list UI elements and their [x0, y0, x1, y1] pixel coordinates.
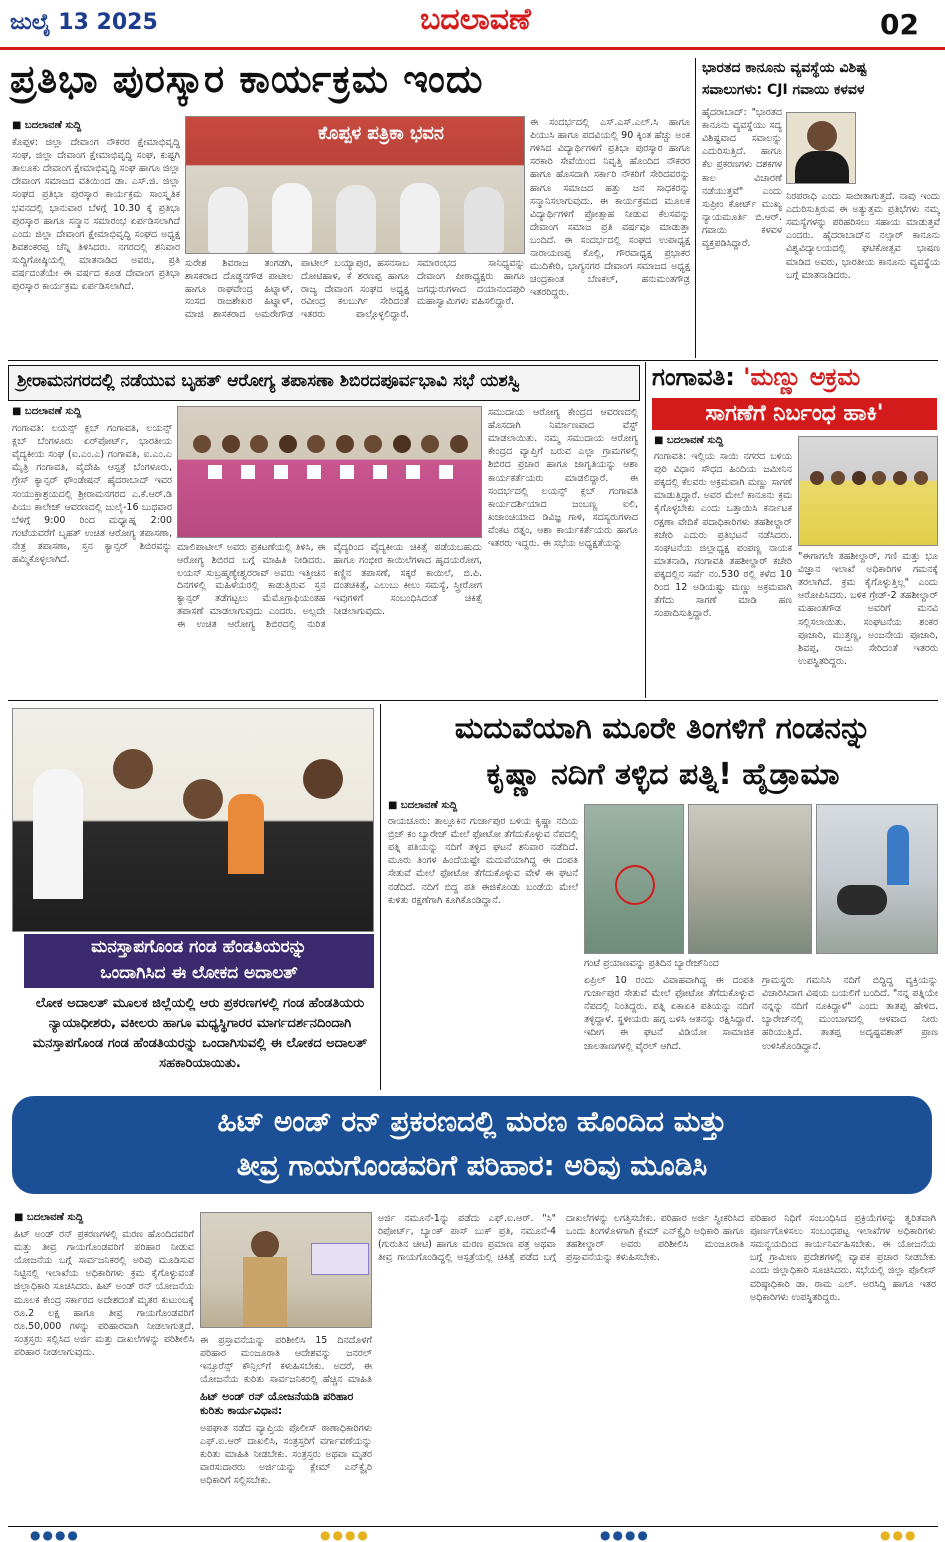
river-photo-2 [688, 804, 812, 954]
article4-headline-line1: 'ಮಣ್ಣು ಅಕ್ರಮ [743, 363, 861, 391]
article2-headline-line1: ಭಾರತದ ಕಾನೂನು ವ್ಯವಸ್ಥೆಯ ವಿಶಿಷ್ಟ [702, 60, 867, 76]
article3-health-camp-photo [177, 406, 482, 538]
article5-overlay-line2: ಒಂದಾಗಿಸಿದ ಈ ಲೋಕದ ಅದಾಲತ್ [100, 963, 298, 983]
article6-headline-line1: ಮದುವೆಯಾಗಿ ಮೂರೇ ತಿಂಗಳಿಗೆ ಗಂಡನನ್ನು [454, 711, 872, 746]
article1-byline: ■ ಬದಲಾವಣೆ ಸುದ್ದಿ [12, 120, 82, 131]
article1-photo-caption: ಸುರೇಶ ಶಿವರಾಜ ತಂಗಡಗಿ, ಶಾಸಕರಾದ ದೊಡ್ಡನಗೌಡ ಪಾಟೀಲ ಹಾಗೂ ರಾಘವೇಂದ್ರ ಹಿಟ್ನಾಳ್, ಸಂಸದ ರಾಜಶೇಖರ ಹಿಟ್ನಾಳ್, ಮಾಜಿ ಶಾಸಕರಾದ ಅಮರೇಗೌಡ ಪಾಟೀಲ್ ಬಯ್ಯಾಪುರ, ಹಸನಸಾಬ ದೋಟಿಹಾಳ, ಕೆ ಶರಣಪ್ಪ ಹಾಗೂ ರಾಜ್ಯ ದೇವಾಂಗ ಸಂಘದ ಅಧ್ಯಕ್ಷ ರವೀಂದ್ರ ಕಲಬುರ್ಗಿ ಸೇರಿದಂತೆ ಇತರರು ಪಾಲ್ಗೊಳ್ಳಲಿದ್ದಾರೆ. ಸಮಾರಂಭದ ಸಾನಿಧ್ಯವನ್ನು ದೇವಾಂಗ ಪೀಠಾಧ್ಯಕ್ಷರು ಹಾಗೂ ಜಗದ್ಗುರುಗಳಾದ ದಯಾನಂದಪುರಿ ಮಹಾಸ್ವಾಮಿಗಳು ವಹಿಸಲಿದ್ದಾರೆ. [185, 258, 525, 321]
footer-dots-left: ●●●● [30, 1528, 80, 1542]
article4-body-col2: "ಈಗಾಗಲೇ ತಹಶೀಲ್ದಾರ್, ಗಣಿ ಮತ್ತು ಭೂ ವಿಜ್ಞಾನ ಇಲಾಖೆ ಅಧಿಕಾರಿಗಳ ಗಮನಕ್ಕೆ ತರಲಾಗಿದೆ. ಕ್ರಮ ಕೈಗೊಳ್ಳುತ್ತಿಲ್ಲ" ಎಂದು ಆರೋಪಿಸಿದರು. ಬಳಿಕ ಗ್ರೇಡ್-2 ತಹಶೀಲ್ದಾರ್ ಮಹಾಂತಗೌಡ ಅವರಿಗೆ ಮನವಿ ಸಲ್ಲಿಸಲಾಯಿತು. ಸಂಘಟನೆಯ ಶಂಕರ ಪೂಜಾರಿ, ಮುತ್ತಣ್ಣ, ಅಂಜನೇಯ ಪೂಜಾರಿ, ಶಿವಪ್ಪ, ರಾಜು ಸೇರಿದಂತೆ ಇತರರು ಉಪಸ್ಥಿತರಿದ್ದರು. [798, 551, 938, 667]
article7-subhead: ಹಿಟ್ ಅಂಡ್ ರನ್ ಯೋಜನೆಯಡಿ ಪರಿಹಾರ ಕುರಿತು ಕಾರ್ಯವಿಧಾನ: [200, 1390, 354, 1418]
river-photo-3 [816, 804, 938, 954]
article2-body-col2a [860, 106, 940, 196]
article5-overlay-line1: ಮನಸ್ತಾಪಗೊಂಡ ಗಂಡ ಹೆಂಡತಿಯರನ್ನು [91, 937, 307, 957]
article3-caption: ಮಾಲಿಪಾಟೀಲ್ ಅವರು ಪ್ರಕಟಣೆಯಲ್ಲಿ ತಿಳಿಸಿ, ಈ ಆರೋಗ್ಯ ಶಿಬಿರದ ಬಗ್ಗೆ ಮಾಹಿತಿ ನೀಡಿದರು. ಲಯನ್ ಸುಬ್ರಹ್ಮಣ್ಯೇಶ್ವರರಾವ್ ಅವರು ಇತ್ತೀಚಿನ ದಿನಗಳಲ್ಲಿ ಮಹಿಳೆಯರಲ್ಲಿ ಕಾಡುತ್ತಿರುವ ಸ್ತನ ಕ್ಯಾನ್ಸರ್ ತಡೆಗಟ್ಟಲು ಮೆಮೊಗ್ರಾಫಿಯಂತಹ ತಪಾಸಣೆ ಮಾಡಲಾಗುವುದು ಎಂದರು. ಅಲ್ಲದೇ ಈ ಉಚಿತ ಆರೋಗ್ಯ ಶಿಬಿರದಲ್ಲಿ ನುರಿತ ವೈದ್ಯರಿಂದ ವೈದ್ಯಕೀಯ ಚಿಕಿತ್ಸೆ ಪಡೆಯಬಹುದು ಹಾಗೂ ಗಂಭೀರ ಕಾಯಿಲೆಗಳಾದ ಹೃದಯರೋಗ, ಕಣ್ಣಿನ ತಪಾಸಣೆ, ಸಕ್ಕರೆ ಕಾಯಿಲೆ, ಬಿ.ಪಿ. ದಂತಚಿಕಿತ್ಸೆ, ಎಲುಬು ಕೀಲು ಸಮಸ್ಯೆ, ಸ್ತ್ರೀರೋಗ ಇವುಗಳಿಗೆ ಸಂಬಂಧಿಸಿದಂತೆ ಚಿಕಿತ್ಸೆ ನೀಡಲಾಗುವುದು. [177, 542, 482, 630]
article4-headline-banner [652, 398, 937, 430]
section-rule [8, 700, 938, 701]
cji-portrait-photo [786, 112, 856, 184]
article4-body-col1: ಗಂಗಾವತಿ: ಇಲ್ಲಿಯ ಸಾಯಿ ನಗರದ ಬಳಿಯ ಪುರಿ ವಿಧಾನ ಸೌಧದ ಹಿಂದಿಯ ಜಮೀನಿನ ಪಕ್ಕದಲ್ಲಿ ಕೆಲವರು ಅಕ್ರಮವಾಗಿ ಮಣ್ಣು ಸಾಗಣೆ ಮಾಡುತ್ತಿದ್ದಾರೆ. ಅವರ ಮೇಲೆ ಕಾನೂನು ಕ್ರಮ ಕೈಗೊಳ್ಳಬೇಕು ಎಂದು ಒತ್ತಾಯಿಸಿ ಕರ್ನಾಟಕ ರಕ್ಷಣಾ ವೇದಿಕೆ ಪದಾಧಿಕಾರಿಗಳು ತಹಶೀಲ್ದಾರ್ ಕಚೇರಿ ಎದುರು ಪ್ರತಿಭಟನೆ ನಡೆಸಿದರು. ಸಂಘಟನೆಯ ಜಿಲ್ಲಾಧ್ಯಕ್ಷ ಪಂಪಣ್ಣ ನಾಯಕ ಮಾತನಾಡಿ, ಗಂಗಾವತಿ ತಹಶೀಲ್ದಾರ್ ಕಚೇರಿ ಪಕ್ಕದಲ್ಲಿನ ಸರ್ವೆ ನಂ.530 ರಲ್ಲಿ ಕಳೆದ 10 ರಿಂದ 12 ಅಡಿಯಷ್ಟು ಮಣ್ಣು ಅಕ್ರಮವಾಗಿ ತೆಗೆದು ಸಾಗಣೆ ಮಾಡಿ ಹಣ ಸಂಪಾದಿಸುತ್ತಿದ್ದಾರೆ. [654, 451, 792, 620]
article1-press-meet-photo [185, 116, 525, 254]
footer-dots-mid2: ●●●● [600, 1528, 650, 1542]
article1-body-col4: ಈ ಸಂದರ್ಭದಲ್ಲಿ ಎಸ್.ಎಸ್.ಎಲ್.ಸಿ ಹಾಗೂ ಪಿಯುಸಿ ಹಾಗೂ ಪದವಿಯಲ್ಲಿ 90 ಕ್ಕಿಂತ ಹೆಚ್ಚು ಅಂಕ ಗಳಿಸಿದ ವಿದ್ಯಾರ್ಥಿಗಳಿಗೆ ಪ್ರತಿಭಾ ಪುರಸ್ಕಾರ ಹಾಗೂ ಸರಕಾರಿ ಸೇವೆಯಿಂದ ನಿವೃತ್ತಿ ಹೊಂದಿದ ನೌಕರರ ಹಾಗೂ ಹೊಸದಾಗಿ ಸರ್ಕಾರಿ ನೌಕರಿಗೆ ಸೇರಿದವರನ್ನು ಹಾಗೂ ಸಮಾಜದ ಹತ್ತು ಜನ ಸಾಧಕರನ್ನು ಸನ್ಮಾನಿಸಲಾಗುವುದು. ಈ ಕಾರ್ಯಕ್ರಮದ ಮೂಲಕ ವಿದ್ಯಾರ್ಥಿಗಳಿಗೆ ಪ್ರೋತ್ಸಾಹ ನೀಡುವ ಕೆಲಸವನ್ನು ದೇವಾಂಗ ಸಮಾಜ ಪ್ರತಿ ವರ್ಷವೂ ಮಾಡುತ್ತಾ ಬಂದಿದೆ. ಈ ಸಂದರ್ಭದಲ್ಲಿ ಸಂಘದ ಉಪಾಧ್ಯಕ್ಷ ನಾರಾಯಣಪ್ಪ ಕೊಲ್ಲಿ, ಗೌರವಾಧ್ಯಕ್ಷ ಪ್ರಭಾಕರ ಮುದಿಕೇರಿ, ಭಾಗ್ಯನಗರ ದೇವಾಂಗ ಸಮಾಜದ ಅಧ್ಯಕ್ಷ ಚಂದ್ರಕಾಂತ ಬೆಣಕಲ್, ಹನುಮಂತಗೌಡ್ರ ಇತರರಿದ್ದರು. [530, 117, 690, 299]
photo-banner-text: ಕೊಪ್ಪಳ ಪತ್ರಿಕಾ ಭವನ [318, 123, 444, 144]
article3-headline: ಶ್ರೀರಾಮನಗರದಲ್ಲಿ ನಡೆಯುವ ಬೃಹತ್ ಆರೋಗ್ಯ ತಪಾಸಣಾ ಶಿಬಿರದಪೂರ್ವಭಾವಿ ಸಭೆ ಯಶಸ್ವಿ [17, 371, 520, 391]
article7-headline-banner [12, 1096, 932, 1194]
article3-body-col4: ಸಮುದಾಯ ಆರೋಗ್ಯ ಕೇಂದ್ರದ ಆವರಣದಲ್ಲಿ ಹೊಸದಾಗಿ ನಿರ್ಮಾಣವಾದ ವೆಸ್ಟ್ ಮಾಡಲಾಯಿತು. ನಮ್ಮ ಸಮುದಾಯ ಆರೋಗ್ಯ ಕೇಂದ್ರದ ವ್ಯಾಪ್ತಿಗೆ ಬರುವ ಎಲ್ಲಾ ಗ್ರಾಮಗಳಲ್ಲಿ ಶಿಬಿರದ ಪ್ರಚಾರ ಹಾಗೂ ಜಾಗೃತಿಯನ್ನು ಆಶಾ ಕಾರ್ಯಕರ್ತೆಯರು ಮಾಡಲಿದ್ದಾರೆ. ಈ ಸಂದರ್ಭದಲ್ಲಿ ಲಯನ್ಸ್ ಕ್ಲಬ್ ಗಂಗಾವತಿ ಕಾರ್ಯದರ್ಶಿಯಾದ ಜಂಬಣ್ಣ ಐಲಿ, ಖಜಾಂಚಿಯಾದ ಡಿವಿಜ್ಞ ಗಾಳಿ, ಸದಸ್ಯರುಗಳಾದ ವೆಂಕಟ ರತ್ನಂ, ಆಶಾ ಕಾರ್ಯಕರ್ತೆಯರು ಹಾಗೂ ಇತರರು ಇದ್ದರು. ಈ ಸಭೆಯ ಅಧ್ಯಕ್ಷತೆಯನ್ನು [488, 407, 638, 550]
article7-body-col4: ಪರಿಹಾರ ನಿಧಿಗೆ ಸಂಬಂಧಿಸಿದ ಪ್ರಕ್ರಿಯೆಗಳನ್ನು ತ್ವರಿತವಾಗಿ ಪೂರ್ಣಗೊಳಿಸಲು ಸಂಬಂಧಪಟ್ಟ ಇಲಾಖೆಗಳ ಅಧಿಕಾರಿಗಳು ಸಮನ್ವಯದಿಂದ ಕಾರ್ಯನಿರ್ವಹಿಸಬೇಕು. ಈ ಯೋಜನೆಯ ಬಗ್ಗೆ ಗ್ರಾಮೀಣ ಪ್ರದೇಶಗಳಲ್ಲಿ ವ್ಯಾಪಕ ಪ್ರಚಾರ ನೀಡಬೇಕು ಎಂದು ಜಿಲ್ಲಾಧಿಕಾರಿ ಸೂಚಿಸಿದರು. ಸಭೆಯಲ್ಲಿ ಜಿಲ್ಲಾ ಪೊಲೀಸ್ ವರಿಷ್ಠಾಧಿಕಾರಿ ಡಾ. ರಾಮ ಎಲ್. ಅರಸಿದ್ಧಿ ಹಾಗೂ ಇತರ ಅಧಿಕಾರಿಗಳು ಉಪಸ್ಥಿತರಿದ್ದರು. [750, 1213, 936, 1303]
article4-kicker: ಗಂಗಾವತಿ: [652, 363, 735, 391]
article6-body-col1: ರಾಯಚೂರು: ತಾಲ್ಲೂಕಿನ ಗುರ್ಜಾಪುರ ಬಳಿಯ ಕೃಷ್ಣಾ ನದಿಯ ಬ್ರಿಜ್ ಕಂ ಬ್ಯಾರೇಜ್ ಮೇಲೆ ಫೋಟೋ ತೆಗೆದುಕೊಳ್ಳುವ ನೆಪದಲ್ಲಿ ಪತ್ನಿ ಪತಿಯನ್ನು ನದಿಗೆ ತಳ್ಳಿದ ಘಟನೆ ಶನಿವಾರ ನಡೆದಿದೆ. ಮೂರು ತಿಂಗಳ ಹಿಂದೆಯಷ್ಟೇ ಮದುವೆಯಾಗಿದ್ದ ಈ ದಂಪತಿ ಸೇತುವೆ ಮೇಲೆ ಫೋಟೋ ತೆಗೆದುಕೊಳ್ಳುವ ವೇಳೆ ಈ ಘಟನೆ ನಡೆದಿದೆ. ನದಿಗೆ ಬಿದ್ದ ಪತಿ ಈಜಿಕೊಂಡು ಬಂಡೆಯ ಮೇಲೆ ಕುಳಿತು ರಕ್ಷಣೆಗಾಗಿ ಕೂಗಿಕೊಂಡಿದ್ದಾನೆ. [388, 816, 578, 906]
article7-headline-line2: ತೀವ್ರ ಗಾಯಗೊಂಡವರಿಗೆ ಪರಿಹಾರ: ಅರಿವು ಮೂಡಿಸಿ [236, 1149, 708, 1182]
article2-headline-line2: ಸವಾಲುಗಳು: CJI ಗವಾಯಿ ಕಳವಳ [702, 82, 865, 98]
article3-byline: ■ ಬದಲಾವಣೆ ಸುದ್ದಿ [12, 406, 82, 417]
column-divider [380, 704, 381, 1090]
article6-body-col2: ಏಪ್ರಿಲ್ 10 ರಂದು ವಿವಾಹವಾಗಿದ್ದ ಈ ದಂಪತಿ ಗುರ್ಜಾಪುರ ಸೇತುವೆ ಮೇಲೆ ಫೋಟೋ ತೆಗೆದುಕೊಳ್ಳುವ ನೆಪದಲ್ಲಿ ನಿಂತಿದ್ದರು. ಪತ್ನಿ ಏಕಾಏಕಿ ಪತಿಯನ್ನು ನದಿಗೆ ತಳ್ಳಿದ್ದಾಳೆ. ಸ್ಥಳೀಯರು ಹಗ್ಗ ಬಳಸಿ ಆತನನ್ನು ರಕ್ಷಿಸಿದ್ದಾರೆ. ಇದೀಗ ಈ ಘಟನೆ ವಿಡಿಯೋ ಸಾಮಾಜಿಕ ಜಾಲತಾಣಗಳಲ್ಲಿ ವೈರಲ್ ಆಗಿದೆ. [584, 975, 754, 1052]
page-number: 02 [880, 8, 919, 41]
article3-body-col1: ಗಂಗಾವತಿ: ಲಯನ್ಸ್ ಕ್ಲಬ್ ಗಂಗಾವತಿ, ಲಯನ್ಸ್ ಕ್ಲಬ್ ಬೆಂಗಳೂರು ಏರ್‌ಪೋರ್ಟ್, ಭಾರತೀಯ ವೈದ್ಯಕೀಯ ಸಂಘ (ಐ.ಎಂ.ಎ) ಗಂಗಾವತಿ, ಐ.ಎಂ.ಎ ಮೈತ್ರಿ ಗಂಗಾವತಿ, ವೈದೇಹಿ ಆಸ್ಪತ್ರೆ ಬೆಂಗಳೂರು, ಗ್ರೇಸ್ ಕ್ಯಾನ್ಸರ್ ಫೌಂಡೇಷನ್ ಹೈದರಾಬಾದ್ ಇವರ ಸಂಯುಕ್ತಾಶ್ರಯದಲ್ಲಿ ಶ್ರೀರಾಮನಗರದ ಎ.ಕೆ.ಆರ್.ಡಿ ಪಿಯು ಕಾಲೇಜ್ ಆವರಣದಲ್ಲಿ ಜುಲೈ-16 ಬುಧವಾರ ಬೆಳಿಗ್ಗೆ 9:00 ರಿಂದ ಮಧ್ಯಾಹ್ನ 2:00 ಗಂಟೆಯವರೆಗೆ ಬೃಹತ್ ಉಚಿತ ಆರೋಗ್ಯ ತಪಾಸಣಾ, ನೇತ್ರ ತಪಾಸಣಾ, ಸ್ತನ ಕ್ಯಾನ್ಸರ್ ಶಿಬಿರವನ್ನು ಹಮ್ಮಿಕೊಳ್ಳಲಾಗಿದೆ. [12, 423, 172, 566]
article7-byline: ■ ಬದಲಾವಣೆ ಸುದ್ದಿ [14, 1212, 84, 1223]
article3-headline-box [8, 365, 640, 401]
article7-headline-line1: ಹಿಟ್ ಅಂಡ್ ರನ್ ಪ್ರಕರಣದಲ್ಲಿ ಮರಣ ಹೊಂದಿದ ಮತ್ತು [217, 1105, 727, 1138]
article6-headline-line2: ಕೃಷ್ಣಾ ನದಿಗೆ ತಳ್ಳಿದ ಪತ್ನಿ! ಹೈಡ್ರಾಮಾ [486, 757, 840, 792]
article4-headline-row [652, 364, 942, 392]
article5-lok-adalat-photo [12, 708, 374, 932]
article2-body-col2: ನಿರಪರಾಧಿ ಎಂದು ಸಾಬೀತಾಗುತ್ತದೆ. ನಾವು ಇಂದು ಎದುರಿಸುತ್ತಿರುವ ಈ ಅತ್ಯುತ್ತಮ ಪ್ರತಿಭೆಗಳು ನಮ್ಮ ಸಮಸ್ಯೆಗಳನ್ನು ಪರಿಹರಿಸಲು ಸಹಾಯ ಮಾಡುತ್ತವೆ ಎಂದರು. ಹೈದರಾಬಾದ್‌ನ ನಲ್ಸಾರ್ ಕಾನೂನು ವಿಶ್ವವಿದ್ಯಾಲಯದಲ್ಲಿ ಘಟಿಕೋತ್ಸವ ಭಾಷಣ ಮಾಡಿದ ಅವರು, ಭಾರತೀಯ ಕಾನೂನು ವ್ಯವಸ್ಥೆಯ ಬಗ್ಗೆ ಮಾತನಾಡಿದರು. [786, 191, 940, 281]
article1-headline: ಪ್ರತಿಭಾ ಪುರಸ್ಕಾರ ಕಾರ್ಯಕ್ರಮ ಇಂದು [10, 57, 484, 101]
column-divider [695, 58, 696, 358]
article1-body-col1: ಕೊಪ್ಪಳ: ಜಿಲ್ಲಾ ದೇವಾಂಗ ನೌಕರರ ಕ್ಷೇಮಾಭಿವೃದ್ಧಿ ಸಂಘ, ಜಿಲ್ಲಾ ದೇವಾಂಗ ಕ್ಷೇಮಾಭಿವೃದ್ಧಿ ಸಂಘ, ಕುಷ್ಟಗಿ ತಾಲೂಕು ದೇವಾಂಗ ಕ್ಷೇಮಾಭಿವೃದ್ಧಿ ಸಂಘ ಹಾಗೂ ಜಿಲ್ಲಾ ದೇವಾಂಗ ಸಮಾಜದ ವತಿಯಿಂದ ಡಾ. ಎಸ್.ಜಿ. ಜಿಲ್ಲಾ ಸಂಘದ ಪ್ರತಿಭಾ ಪುರಸ್ಕಾರ ಕಾರ್ಯಕ್ರಮ ಸಾಂಸ್ಕೃತಿಕ ಭವನದಲ್ಲಿ ಭಾನುವಾರ ಬೆಳಗ್ಗೆ 10.30 ಕ್ಕೆ ಪ್ರತಿಭಾ ಪುರಸ್ಕಾರ ಹಾಗೂ ಸನ್ಮಾನ ಸಮಾರಂಭ ಏರ್ಪಡಿಸಲಾಗಿದೆ ಎಂದು ಜಿಲ್ಲಾ ದೇವಾಂಗ ಕ್ಷೇಮಾಭಿವೃದ್ಧಿ ಸಂಘದ ಅಧ್ಯಕ್ಷ ಶಿವಶಂಕರಪ್ಪ ಚೆನ್ನಿ ತಿಳಿಸಿದರು. ನಗರದಲ್ಲಿ ಶನಿವಾರ ಸುದ್ದಿಗೋಷ್ಠಿಯಲ್ಲಿ ಮಾತನಾಡಿದ ಅವರು, ಪ್ರತಿ ವರ್ಷದಂತೆಯೇ ಈ ವರ್ಷದ ಕೂಡ ದೇವಾಂಗ ಪ್ರತಿಭಾ ಪುರಸ್ಕಾರ ಕಾರ್ಯಕ್ರಮ ಏರ್ಪಡಿಸಲಾಗಿದೆ. [12, 137, 180, 293]
article7-body-col1: ಹಿಟ್ ಅಂಡ್ ರನ್ ಪ್ರಕರಣಗಳಲ್ಲಿ ಮರಣ ಹೊಂದಿದವರಿಗೆ ಮತ್ತು ತೀವ್ರ ಗಾಯಗೊಂಡವರಿಗೆ ಪರಿಹಾರ ನೀಡುವ ಯೋಜನೆಯ ಬಗ್ಗೆ ಸಾರ್ವಜನಿಕರಲ್ಲಿ ಅರಿವು ಮೂಡಿಸುವ ನಿಟ್ಟಿನಲ್ಲಿ ಇಲಾಖೆಯ ಅಧಿಕಾರಿಗಳು ಕ್ರಮ ಕೈಗೊಳ್ಳುವಂತೆ ಜಿಲ್ಲಾಧಿಕಾರಿ ಸೂಚಿಸಿದರು. ಹಿಟ್ ಅಂಡ್ ರನ್ ಯೋಜನೆಯ ಮೂಲಕ ಕೇಂದ್ರ ಸರ್ಕಾರದ ಅದೇಶದಂತೆ ಮೃತರ ಕುಟುಂಬಕ್ಕೆ ರೂ.2 ಲಕ್ಷ ಹಾಗೂ ತೀವ್ರ ಗಾಯಗೊಂಡವರಿಗೆ ರೂ.50,000 ಗಳನ್ನು ಪರಿಹಾರವಾಗಿ ನೀಡಲಾಗುತ್ತದೆ. ಸಂತ್ರಸ್ತರು ಸಲ್ಲಿಸಿದ ಅರ್ಜಿ ಮತ್ತು ದಾಖಲೆಗಳನ್ನು ಪರಿಶೀಲಿಸಿ ಪರಿಹಾರ ನೀಡಲಾಗುವುದು. [14, 1229, 194, 1358]
article4-protest-photo [798, 436, 938, 546]
article7-police-rally-photo [200, 1212, 372, 1328]
article4-headline-line2: ಸಾಗಣೆಗೆ ನಿರ್ಬಂಧ ಹಾಕಿ' [705, 401, 884, 426]
article6-body-col3: ಗ್ರಾಮಸ್ಥರು ಗಮನಿಸಿ ನದಿಗೆ ಬಿದ್ದಿದ್ದ ವ್ಯಕ್ತಿಯನ್ನು ವಿಚಾರಿಸಿದಾಗ ವಿಷಯ ಬಯಲಿಗೆ ಬಂದಿದೆ. "ನನ್ನ ಪತ್ನಿಯೇ ನನ್ನನ್ನು ನದಿಗೆ ನೂಕಿದ್ದಾಳೆ" ಎಂದು ತಾತಪ್ಪ ಹೇಳಿದ. ಬ್ಯಾರೇಜ್‌ನಲ್ಲಿ ಮುಂಬಾಗದಲ್ಲಿ ಆಳವಾದ ನೀರು ಹರಿಯುತ್ತಿದೆ. ತಾತಪ್ಪ ಅದೃಷ್ಟವಶಾತ್ ಪ್ರಾಣ ಉಳಿಸಿಕೊಂಡಿದ್ದಾನೆ. [762, 975, 938, 1052]
article5-overlay-headline [24, 934, 374, 988]
article7-body-col2b: ಅಪಘಾತ ನಡೆದ ವ್ಯಾಪ್ತಿಯ ಪೊಲೀಸ್ ಠಾಣಾಧಿಕಾರಿಗಳು ಎಫ್.ಐ.ಆರ್ ದಾಖಲಿಸಿ, ಸಂತ್ರಸ್ತರಿಗೆ ವರ್ಗಾವಣೆಯನ್ನು ಕುರಿತು ಮಾಹಿತಿ ನೀಡಬೇಕು. ಸಂತ್ರಸ್ತರು ಅಥವಾ ಮೃತರ ವಾರಸುದಾರರು ಅರ್ಜಿಯನ್ನು ಕ್ಲೇಮ್ ಎನ್‌ಕ್ವೈರಿ ಅಧಿಕಾರಿಗೆ ಸಲ್ಲಿಸಬೇಕು. [200, 1423, 372, 1487]
section-rule [8, 360, 938, 361]
article4-byline: ■ ಬದಲಾವಣೆ ಸುದ್ದಿ [654, 435, 724, 446]
article5-summary: ಲೋಕ ಅದಾಲತ್ ಮೂಲಕ ಜಿಲ್ಲೆಯಲ್ಲಿ ಆರು ಪ್ರಕರಣಗಳಲ್ಲಿ ಗಂಡ ಹೆಂಡತಿಯರು ನ್ಯಾಯಾಧೀಶರು, ವಕೀಲರು ಹಾಗೂ ಮಧ್ಯಸ್ಥಿಗಾರರ ಮಾರ್ಗದರ್ಶನದಿಂದಾಗಿ ಮನಸ್ತಾಪಗೊಂಡ ಗಂಡ ಹೆಂಡತಿಯರನ್ನು ಒಂದಾಗಿಸುವಲ್ಲಿ ಈ ಲೋಕದ ಅದಾಲತ್ ಸಹಕಾರಿಯಾಯಿತು. [32, 996, 368, 1072]
footer-rule [8, 1526, 938, 1527]
river-photo-1 [584, 804, 684, 954]
article6-photo-caption: ಗಂಟೆ ಪ್ರಯಾಣವನ್ನು ಪ್ರತಿದಿನ ಬ್ಯಾರೇಜ್‌ನಿಂದ [584, 958, 719, 969]
article2-body-col1: ಹೈದರಾಬಾದ್: "ಭಾರತದ ಕಾನೂನು ವ್ಯವಸ್ಥೆಯು ಸದ್ಯ ವಿಶಿಷ್ಟವಾದ ಸವಾಲನ್ನು ಎದುರಿಸುತ್ತಿದೆ. ಹಾಗೂ ಕೆಲ ಪ್ರಕರಣಗಳು ದಶಕಗಳ ಕಾಲ ವಿಚಾರಣೆ ನಡೆಯುತ್ತವೆ" ಎಂದು ಸುಪ್ರೀಂ ಕೋರ್ಟ್ ಮುಖ್ಯ ನ್ಯಾಯಮೂರ್ತಿ ಬಿ.ಆರ್. ಗವಾಯಿ ಕಳವಳ ವ್ಯಕ್ತಪಡಿಸಿದ್ದಾರೆ. [702, 107, 782, 250]
footer-dots-mid1: ●●●● [320, 1528, 370, 1542]
issue-date: ಜುಲೈ 13 2025 [10, 10, 158, 35]
article7-body-col2: ಈ ಪ್ರಸ್ತಾವನೆಯನ್ನು ಪರಿಶೀಲಿಸಿ 15 ದಿನದೊಳಗೆ ಪರಿಹಾರ ಮಂಜೂರಾತಿ ಆದೇಶವನ್ನು ಜನರಲ್ ಇನ್ಸೂರೆನ್ಸ್ ಕೌನ್ಸಿಲ್‌ಗೆ ಕಳುಹಿಸಬೇಕು. ಅದರೆ, ಈ ಯೋಜನೆಯ ಕುರಿತು ಸಾರ್ವಜನಿಕರಲ್ಲಿ ಹೆಚ್ಚಿನ ಮಾಹಿತಿ [200, 1335, 372, 1386]
article7-body-col3: ಅರ್ಜಿ ನಮೂನೆ-1ನ್ನು ಪಡೆದು ಎಫ್.ಐ.ಆರ್. "ಸಿ" ರಿಪೋರ್ಟ್, ಬ್ಯಾಂಕ್ ಪಾಸ್ ಬುಕ್ ಪ್ರತಿ, ನಮೂನೆ-4 (ಗುರುತಿನ ಚೀಟಿ) ಹಾಗೂ ಮರಣ ಪ್ರಮಾಣ ಪತ್ರ ಅಥವಾ ತೀವ್ರ ಗಾಯಗೊಂಡಿದ್ದಲ್ಲಿ ಆಸ್ಪತ್ರೆಯಲ್ಲಿ ಚಿಕಿತ್ಸೆ ಪಡೆದ ಬಗ್ಗೆ ದಾಖಲೆಗಳನ್ನು ಲಗತ್ತಿಸಬೇಕು. ಪರಿಹಾರ ಅರ್ಜಿ ಸ್ವೀಕರಿಸಿದ ಒಂದು ತಿಂಗಳೊಳಗಾಗಿ ಕ್ಲೇಮ್ ಎನ್‌ಕ್ವೈರಿ ಅಧಿಕಾರಿ ಹಾಗೂ ತಹಶೀಲ್ದಾರ್ ಅವರು ಪರಿಶೀಲಿಸಿ ಮಂಜೂರಾತಿ ಪ್ರಸ್ತಾವನೆಯನ್ನು ಕಳುಹಿಸಬೇಕು. [378, 1213, 744, 1264]
footer-dots-right: ●●● [880, 1528, 918, 1542]
column-divider [645, 362, 646, 698]
newspaper-name: ಬದಲಾವಣೆ [420, 2, 531, 37]
article6-byline: ■ ಬದಲಾವಣೆ ಸುದ್ದಿ [388, 800, 458, 811]
